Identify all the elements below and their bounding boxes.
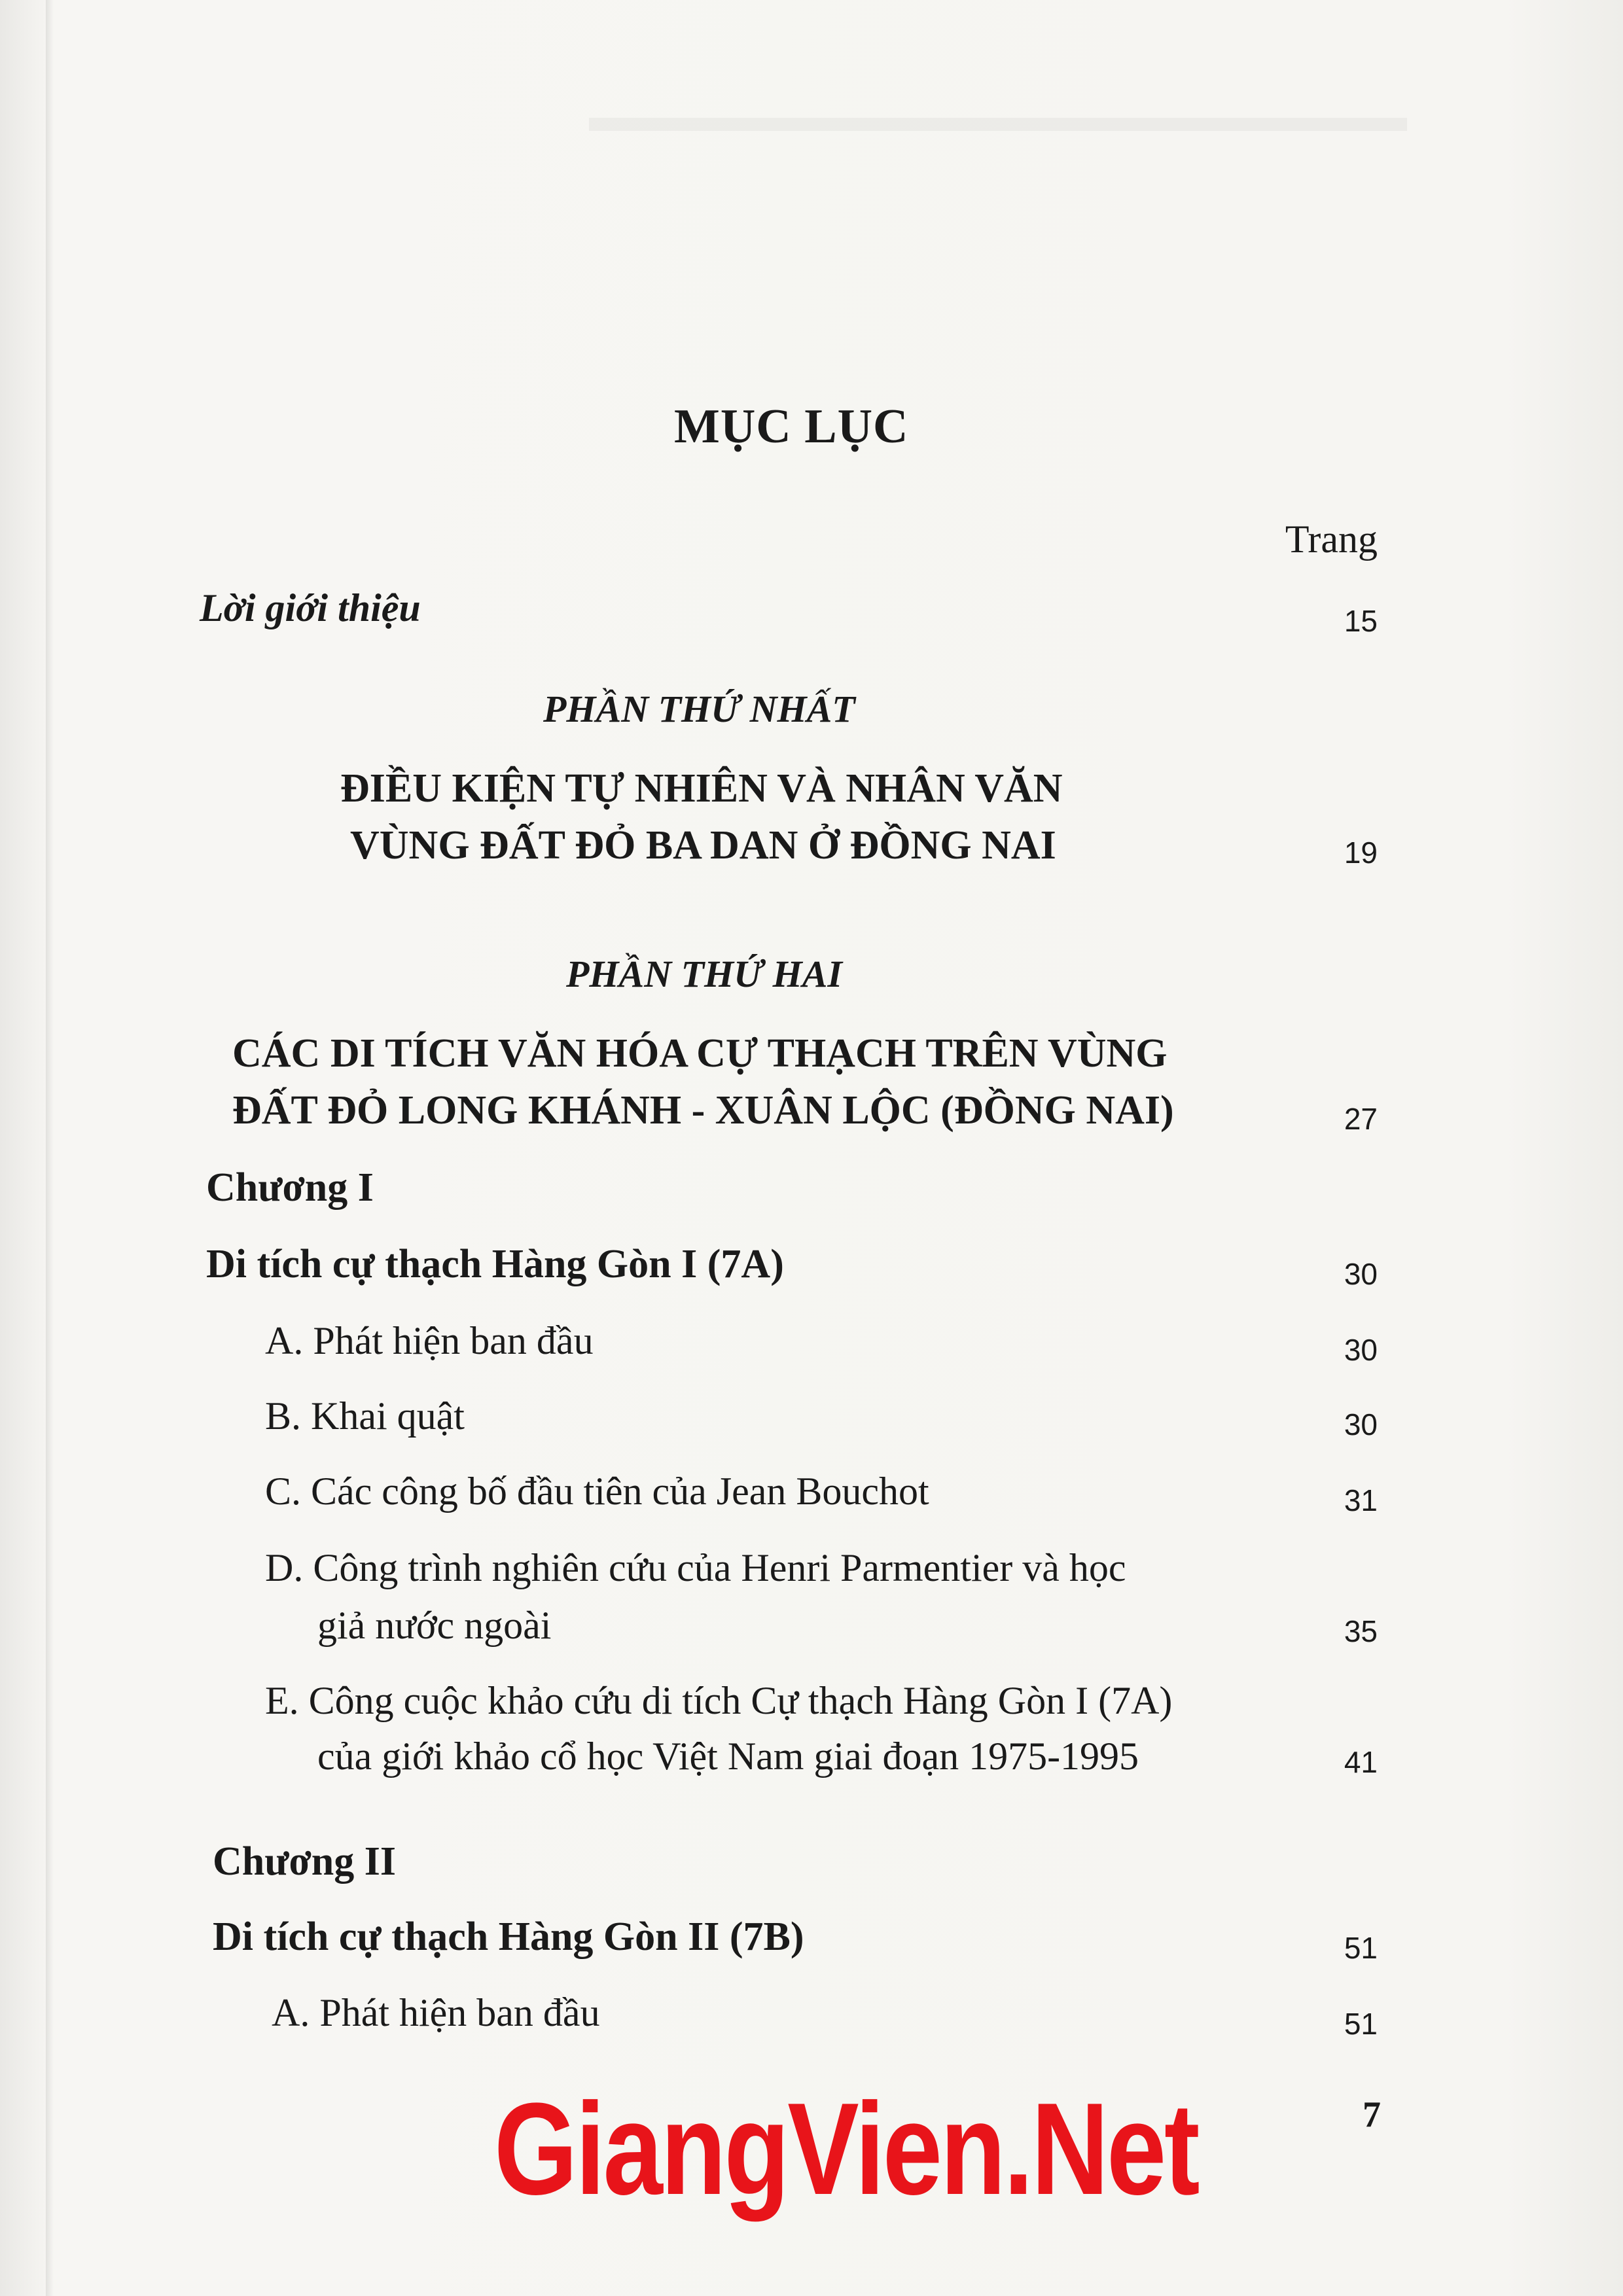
toc-title: MỤC LỤC — [674, 400, 909, 453]
toc-page: 30 — [1344, 1407, 1378, 1441]
page-spine-shadow — [46, 0, 54, 2296]
toc-entry: E. Công cuộc khảo cứu di tích Cự thạch Hàng Gòn I (7A) — [265, 1679, 1173, 1722]
toc-page: 41 — [1344, 1745, 1378, 1779]
part-one-title-line2: VÙNG ĐẤT ĐỎ BA DAN Ở ĐỒNG NAI — [350, 823, 1056, 868]
part-one-label: PHẦN THỨ NHẤT — [543, 688, 855, 730]
toc-page-chapter-one: 30 — [1344, 1257, 1378, 1291]
toc-page: 35 — [1344, 1614, 1378, 1648]
watermark-logo: GiangVien.Net — [494, 2076, 1198, 2222]
toc-page-part-two: 27 — [1344, 1102, 1378, 1136]
toc-entry: A. Phát hiện ban đầu — [272, 1991, 600, 2034]
part-two-title-line1: CÁC DI TÍCH VĂN HÓA CỰ THẠCH TRÊN VÙNG — [232, 1031, 1168, 1076]
toc-entry-continued: giả nước ngoài — [317, 1604, 552, 1647]
chapter-one-label: Chương I — [206, 1165, 374, 1210]
part-two-title-line2: ĐẤT ĐỎ LONG KHÁNH - XUÂN LỘC (ĐỒNG NAI) — [232, 1088, 1174, 1133]
toc-page: 31 — [1344, 1483, 1378, 1517]
toc-entry: A. Phát hiện ban đầu — [265, 1319, 594, 1362]
part-one-title-line1: ĐIỀU KIỆN TỰ NHIÊN VÀ NHÂN VĂN — [340, 766, 1063, 811]
page-column-label: Trang — [1285, 518, 1378, 561]
chapter-two-title: Di tích cự thạch Hàng Gòn II (7B) — [213, 1915, 804, 1959]
toc-entry: B. Khai quật — [265, 1394, 465, 1438]
toc-entry-continued: của giới khảo cổ học Việt Nam giai đoạn 1975-1995 — [317, 1735, 1139, 1778]
chapter-two-label: Chương II — [213, 1839, 397, 1884]
toc-page-chapter-two: 51 — [1344, 1931, 1378, 1965]
show-through-shadow — [589, 118, 1407, 131]
toc-page-intro: 15 — [1344, 604, 1378, 638]
page-number: 7 — [1363, 2094, 1381, 2135]
toc-entry: C. Các công bố đầu tiên của Jean Bouchot — [265, 1470, 929, 1513]
toc-entry-intro: Lời giới thiệu — [200, 586, 421, 629]
toc-page: 51 — [1344, 2007, 1378, 2041]
part-two-label: PHẦN THỨ HAI — [566, 953, 842, 995]
toc-entry: D. Công trình nghiên cứu của Henri Parmentier và học — [265, 1546, 1126, 1589]
toc-page: 30 — [1344, 1333, 1378, 1367]
chapter-one-title: Di tích cự thạch Hàng Gòn I (7A) — [206, 1242, 784, 1286]
toc-page-part-one: 19 — [1344, 836, 1378, 870]
